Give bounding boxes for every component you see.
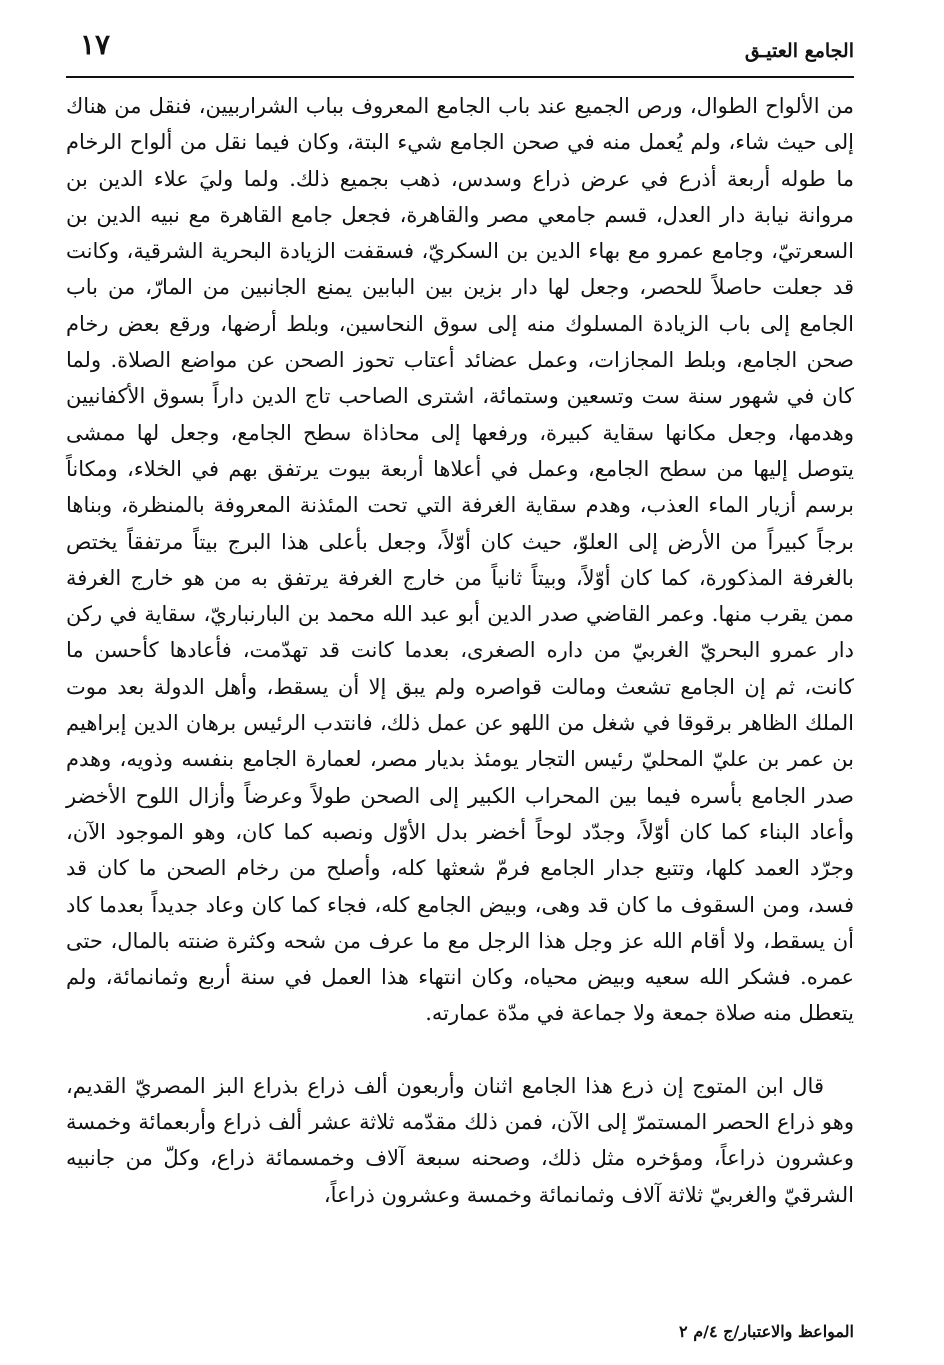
page-header — [66, 28, 854, 72]
running-title: الجامع العتيـق — [744, 40, 854, 62]
paragraph: قال ابن المتوج إن ذرع هذا الجامع اثنان وأربعون ألف ذراع بذراع البز المصريّ القديم، وهو ذراع الحصر المستمرّ إلى الآن، فمن ذلك مقدّمه ثلاثة عشر ألف ذراع وأربعمائة وخمسة وعشرون ذراعاً، ومؤخره مثل ذلك، وصحنه سبعة آلاف وخمسمائة ذراع، وكلّ من جانبيه الشرقيّ والغربيّ ثلاثة آلاف وثمانمائة وخمسة وعشرون ذراعاً، — [66, 1073, 854, 1207]
footer-signature: المواعظ والاعتبار/ج ٤/م ٢ — [679, 1322, 854, 1341]
body-text — [66, 88, 854, 1213]
header-divider — [66, 76, 854, 78]
page-number: ١٧ — [80, 28, 111, 61]
paragraph: من الألواح الطوال، ورص الجميع عند باب الجامع المعروف بباب الشراربيين، فنقل من هناك إلى حيث شاء، ولم يُعمل منه في صحن الجامع شيء البتة، وكان فيما نقل من ألواح الرخام ما طوله أربعة أذرع في عرض ذراع وسدس، ذهب بجميع ذلك. ولما وليَ علاء الدين بن مروانة نيابة دار العدل، قسم جامعي مصر والقاهرة، فجعل جامع القاهرة مع نبيه الدين بن السعرتيّ، وجامع عمرو مع بهاء الدين بن السكريّ، فسقفت الزيادة البحرية الشرقية، وكانت قد جعلت حاصلاً للحصر، وجعل لها دار بزين بين البابين يمنع الجانبين من المارّ، من باب الجامع إلى باب الزيادة المسلوك منه إلى سوق النحاسين، وبلط أرضها، ورقع بعض رخام صحن الجامع، وبلط المجازات، وعمل عضائد أعتاب تحوز الصحن عن مواضع الصلاة. ولما كان في شهور سنة ست وتسعين وستمائة، اشترى الصاحب تاج الدين داراً بسوق الأكفانيين وهدمها، وجعل مكانها سقاية كبيرة، ورفعها إلى محاذاة سطح الجامع، وجعل لها ممشى يتوصل إليها من سطح الجامع، وعمل في أعلاها أربعة بيوت يرتفق بهم في الخلاء، ومكاناً برسم أزيار الماء العذب، وهدم سقاية الغرفة التي تحت المئذنة المعروفة بالمنظرة، وبناها برجاً كبيراً من الأرض إلى العلوّ، حيث كان أوّلاً، وجعل بأعلى هذا البرج بيتاً مرتفقاً يختص بالغرفة المذكورة، كما كان أوّلاً، وبيتاً ثانياً من خارج الغرفة يرتفق به من هو خارج الغرفة ممن يقرب منها. وعمر القاضي صدر الدين أبو عبد الله محمد بن البارنباريّ، سقاية في ركن دار عمرو البحريّ الغربيّ من داره الصغرى، بعدما كانت قد تهدّمت، فأعادها كأحسن ما كانت، ثم إن الجامع تشعث ومالت قواصره ولم يبق إلا أن يسقط، وأهل الدولة بعد موت الملك الظاهر برقوقا في شغل من اللهو عن عمل ذلك، فانتدب الرئيس برهان الدين إبراهيم بن عمر بن عليّ المحليّ رئيس التجار يومئذ بديار مصر، لعمارة الجامع بنفسه وذويه، وهدم صدر الجامع بأسره فيما بين المحراب الكبير إلى الصحن طولاً وعرضاً وأزال اللوح الأخضر وأعاد البناء كما كان أوّلاً، وجدّد لوحاً أخضر بدل الأوّل ونصبه كما كان، وهو الموجود الآن، وجرّد العمد كلها، وتتبع جدار الجامع فرمّ شعثها كله، وأصلح من رخام الصحن ما كان قد فسد، ومن السقوف ما كان قد وهى، وبيض الجامع كله، فجاء كما كان وعاد جديداً بعدما كاد أن يسقط، ولا أقام الله عز وجل هذا الرجل مع ما عرف من شحه وكثرة ضنته بالمال، حتى عمره. فشكر الله سعيه وبيض محياه، وكان انتهاء هذا العمل في سنة أربع وثمانمائة، ولم يتعطل منه صلاة جمعة ولا جماعة في مدّة عمارته. — [66, 94, 854, 1026]
